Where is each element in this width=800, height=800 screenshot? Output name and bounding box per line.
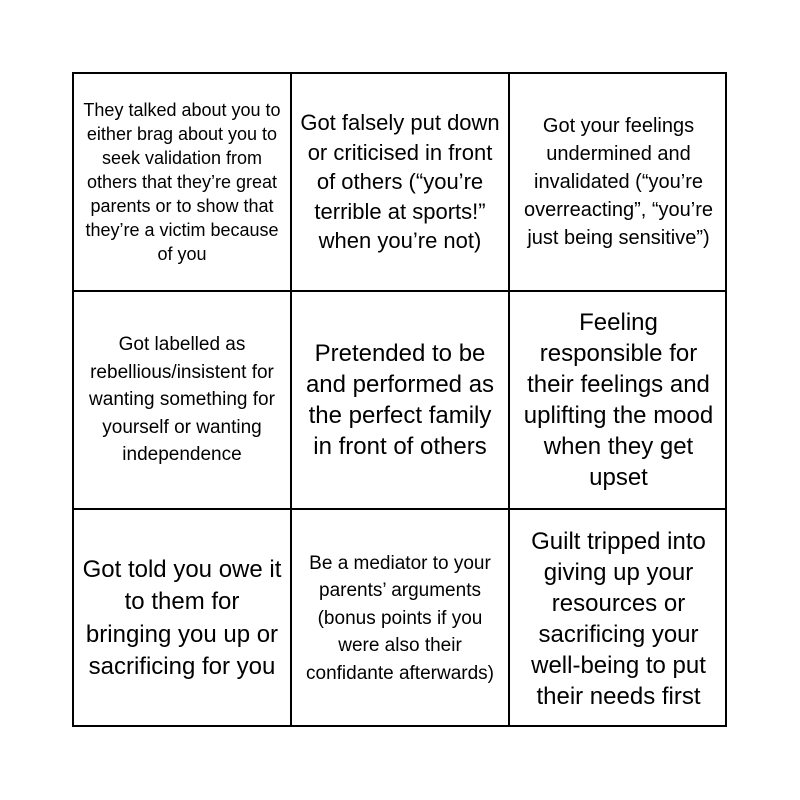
bingo-cell-text: Guilt tripped into giving up your resources or sacrificing your well-being to put their needs first <box>531 527 706 710</box>
bingo-cell-3[interactable] <box>510 74 727 292</box>
bingo-cell-8[interactable] <box>292 510 510 727</box>
bingo-cell-text: Got told you owe it to them for bringing you up or sacrificing for you <box>82 555 282 680</box>
bingo-cell-5[interactable] <box>292 292 510 510</box>
bingo-cell-text: Feeling responsible for their feelings and uplifting the mood when they get upset <box>523 309 714 491</box>
bingo-cell-7[interactable] <box>74 510 292 727</box>
bingo-cell-2[interactable] <box>292 74 510 292</box>
bingo-cell-text: Got your feelings undermined and invalidated (“you’re overreacting”, “you’re just being sensitive”) <box>524 115 713 249</box>
bingo-cell-6[interactable] <box>510 292 727 510</box>
bingo-board <box>72 72 727 727</box>
bingo-cell-text: Got falsely put down or criticised in front of others (“you’re terrible at sports!” when you’re not) <box>300 110 500 254</box>
bingo-cell-text: Be a mediator to your parents’ arguments (bonus points if you were also their confidante afterwards) <box>306 552 494 684</box>
bingo-cell-4[interactable] <box>74 292 292 510</box>
bingo-cell-9[interactable] <box>510 510 727 727</box>
bingo-cell-1[interactable] <box>74 74 292 292</box>
bingo-cell-text: Pretended to be and performed as the perfect family in front of others <box>305 340 495 460</box>
bingo-cell-text: Got labelled as rebellious/insistent for wanting something for yourself or wanting independence <box>89 334 275 466</box>
bingo-cell-text: They talked about you to either brag about you to seek validation from others that they’re great parents or to show that they’re a victim because of you <box>83 100 281 264</box>
